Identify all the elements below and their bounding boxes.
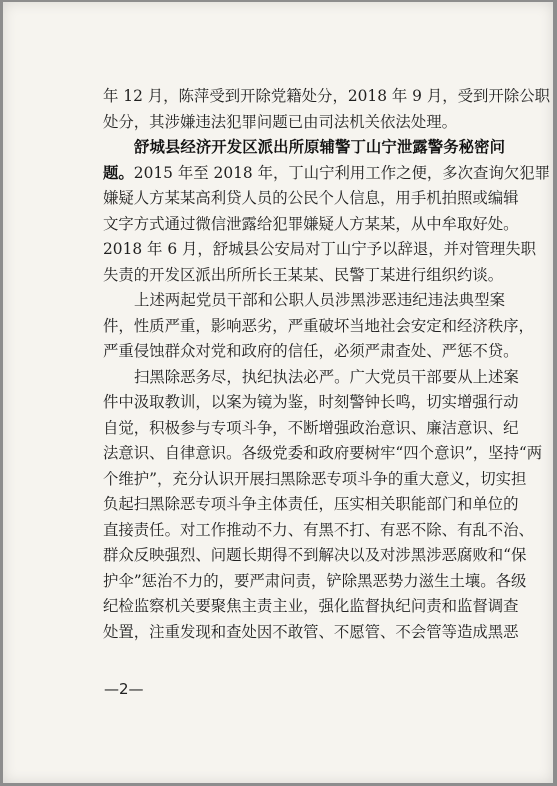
text-line: 上述两起党员干部和公职人员涉黑涉恶违纪违法典型案	[134, 291, 505, 309]
text-line: 嫌疑人方某某高利贷人员的公民个人信息，用手机拍照或编辑	[103, 189, 519, 207]
text-line: 直接责任。对工作推动不力、有黑不打、有恶不除、有乱不治、	[103, 520, 534, 539]
case-heading: 舒城县经济开发区派出所原辅警丁山宁泄露警务秘密问	[134, 138, 505, 156]
text-line: 纪检监察机关要聚焦主责主业，强化监督执纪问责和监督调查	[103, 597, 519, 615]
text-line	[103, 161, 551, 187]
text-line: 件中汲取教训，以案为镜为鉴，时刻警钟长鸣，切实增强行动	[103, 393, 519, 411]
text-line: 年 12 月，陈萍受到开除党籍处分，2018 年 9 月，受到开除公职	[103, 87, 550, 105]
text-line: 严重侵蚀群众对党和政府的信任，必须严肃查处、严惩不贷。	[103, 342, 519, 360]
text-line: 件，性质严重，影响恶劣，严重破坏当地社会安定和经济秩序，	[103, 316, 534, 335]
show-through-text	[163, 678, 483, 694]
text-line: 个维护”，充分认识开展扫黑除恶专项斗争的重大意义，切实担	[103, 469, 527, 488]
text-line: 负起扫黑除恶专项斗争主体责任，压实相关职能部门和单位的	[103, 495, 519, 513]
text-fragment: 2015 年至 2018 年，丁山宁利用工作之便，多次查询欠犯罪	[133, 163, 551, 182]
text-line: 扫黑除恶务尽，执纪执法必严。广大党员干部要从上述案	[134, 367, 519, 386]
document-body	[103, 84, 551, 645]
document-page	[3, 2, 553, 783]
text-line: 处分，其涉嫌违法犯罪问题已由司法机关依法处理。	[103, 112, 457, 131]
text-line: 群众反映强烈、问题长期得不到解决以及对涉黑涉恶腐败和“保	[103, 546, 527, 564]
text-line: 2018 年 6 月，舒城县公安局对丁山宁予以辞退，并对管理失职	[103, 240, 537, 258]
case-heading-end: 题。	[103, 163, 134, 182]
text-line: 文字方式通过微信泄露给犯罪嫌疑人方某某，从中牟取好处。	[103, 214, 519, 233]
page-number: —2—	[104, 680, 144, 698]
text-line: 处置，注重发现和查处因不敢管、不愿管、不会管等造成黑恶	[103, 622, 519, 641]
text-line: 自觉，积极参与专项斗争，不断增强政治意识、廉洁意识、纪	[103, 418, 519, 437]
text-line: 法意识、自律意识。各级党委和政府要树牢“四个意识”，坚持“两	[103, 444, 543, 462]
text-line: 失责的开发区派出所所长王某某、民警丁某进行组织约谈。	[103, 265, 504, 284]
text-line: 护伞”惩治不力的，要严肃问责，铲除黑恶势力滋生土壤。各级	[103, 571, 527, 590]
